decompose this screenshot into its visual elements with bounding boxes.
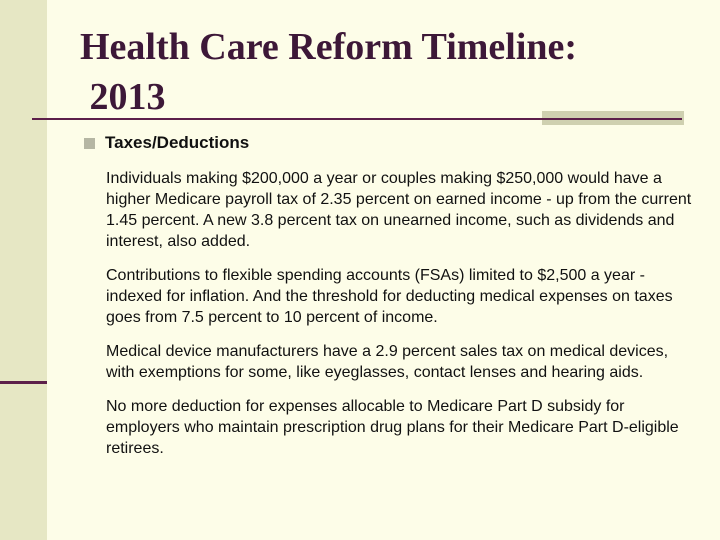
square-bullet-icon <box>84 138 95 149</box>
left-accent-rule <box>0 381 47 384</box>
paragraph-fsa: Contributions to flexible spending accounts (FSAs) limited to $2,500 a year - indexed for inflation. And the threshold for deducting medical expenses on taxes goes from 7.5 percent to 10 percent of income. <box>106 267 673 326</box>
paragraph-part-d: No more deduction for expenses allocable to Medicare Part D subsidy for employers who maintain prescription drug plans for their Medicare Part D-eligible retirees. <box>106 398 679 457</box>
slide-title-line-2: 2013 <box>80 76 166 118</box>
slide-title <box>80 22 700 122</box>
bullet-heading: Taxes/Deductions <box>105 133 250 152</box>
sub-paragraphs <box>106 168 696 459</box>
paragraph-device-tax: Medical device manufacturers have a 2.9 percent sales tax on medical devices, with exemptions for some, like eyeglasses, contact lenses and hearing aids. <box>106 343 669 381</box>
slide-title-line-1: Health Care Reform Timeline: <box>80 26 578 68</box>
paragraph-payroll-tax: Individuals making $200,000 a year or couples making $250,000 would have a higher Medicare payroll tax of 2.35 percent on earned income - up from the current 1.45 percent. A new 3.8 percent tax on unearned income, such as dividends and interest, also added. <box>106 170 692 250</box>
bullet-item <box>84 133 249 153</box>
title-underline-rule <box>32 118 682 120</box>
left-decorative-band <box>0 0 47 540</box>
